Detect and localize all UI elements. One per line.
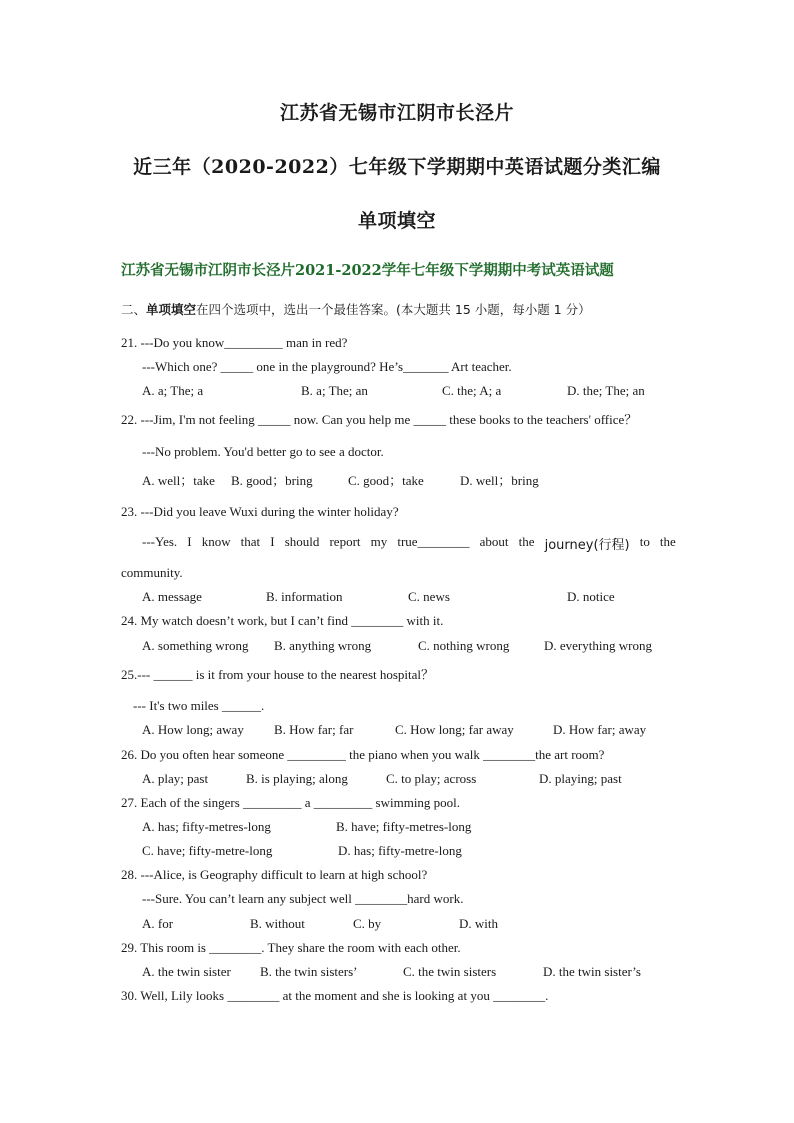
question-26-stem: 26. Do you often hear someone _________ the piano when you walk ________the art room? [121, 747, 605, 762]
option-b: B. is playing; along [246, 771, 348, 786]
option-d: D. everything wrong [544, 638, 652, 653]
option-d: D. with [459, 916, 498, 931]
option-d: D. well；bring [460, 473, 539, 488]
question-28-stem-2: ---Sure. You can’t learn any subject well ________hard work. [142, 891, 464, 906]
section-prefix: 二、 [121, 302, 147, 317]
question-23-stem-2 [142, 534, 676, 553]
question-24-stem: 24. My watch doesn’t work, but I can’t find ________ with it. [121, 613, 444, 628]
option-b: B. How far; far [274, 722, 354, 737]
option-c: C. the; A; a [442, 383, 502, 398]
option-a: A. play; past [142, 771, 209, 786]
word: should [284, 534, 320, 549]
question-28-stem: 28. ---Alice, is Geography difficult to learn at high school? [121, 867, 428, 882]
question-30-stem: 30. Well, Lily looks ________ at the moment and she is looking at you ________. [121, 988, 549, 1003]
document-subtitle: 近三年（2020-2022）七年级下学期期中英语试题分类汇编 [133, 156, 661, 178]
option-a: A. for [142, 916, 174, 931]
question-27-stem: 27. Each of the singers _________ a _________ swimming pool. [121, 795, 461, 810]
question-21-stem: 21. ---Do you know_________ man in red? [121, 335, 348, 350]
option-c: C. good；take [348, 473, 424, 488]
question-22-stem: 22. ---Jim, I'm not feeling _____ now. Can you help me _____ these books to the teachers' office？ [121, 412, 638, 427]
question-23-stem: 23. ---Did you leave Wuxi during the winter holiday? [121, 504, 399, 519]
option-b: B. without [250, 916, 305, 931]
question-29-stem: 29. This room is ________. They share the room with each other. [121, 940, 461, 955]
section-instruction [121, 302, 591, 318]
question-21-stem-2: ---Which one? _____ one in the playground? He’s_______ Art teacher. [142, 359, 512, 374]
option-a: A. message [142, 589, 202, 604]
option-a: A. the twin sister [142, 964, 231, 979]
option-d: D. How far; away [553, 722, 647, 737]
word: journey(行程) [544, 538, 630, 553]
word: ---Yes. [142, 534, 178, 549]
section-instruction-text: 在四个选项中，选出一个最佳答案。(本大题共 15 小题，每小题 1 分） [196, 302, 591, 317]
word: I [187, 534, 192, 549]
option-b: B. information [266, 589, 343, 604]
option-d: D. playing; past [539, 771, 622, 786]
option-d: D. the twin sister’s [543, 964, 641, 979]
option-a: A. a; The; a [142, 383, 204, 398]
exam-source-title: 江苏省无锡市江阴市长泾片2021-2022学年七年级下学期期中考试英语试题 [121, 262, 614, 279]
question-25-stem-2: --- It's two miles ______. [133, 698, 265, 713]
question-25-stem: 25.--- ______ is it from your house to the nearest hospital？ [121, 667, 435, 682]
section-heading: 单项填空 [357, 210, 436, 232]
option-b: B. the twin sisters’ [260, 964, 358, 979]
option-d: D. has; fifty-metre-long [338, 843, 462, 858]
question-23-stem-3: community. [121, 565, 183, 580]
option-b: B. good；bring [231, 473, 313, 488]
word: to [639, 534, 650, 549]
option-c: C. nothing wrong [418, 638, 510, 653]
word: the [518, 534, 535, 549]
word: about [479, 534, 509, 549]
document-title: 江苏省无锡市江阴市长泾片 [279, 102, 514, 124]
option-c: C. have; fifty-metre-long [142, 843, 273, 858]
option-c: C. by [353, 916, 382, 931]
word: know [201, 534, 231, 549]
option-c: C. news [408, 589, 450, 604]
option-a: A. something wrong [142, 638, 249, 653]
section-name: 单项填空 [146, 302, 197, 317]
word: my [370, 534, 388, 549]
option-c: C. to play; across [386, 771, 477, 786]
word: report [329, 534, 361, 549]
option-b: B. anything wrong [274, 638, 372, 653]
word: true________ [397, 534, 470, 549]
option-a: A. has; fifty-metres-long [142, 819, 271, 834]
option-a: A. How long; away [142, 722, 244, 737]
option-b: B. a; The; an [301, 383, 368, 398]
word: I [270, 534, 275, 549]
question-22-stem-2: ---No problem. You'd better go to see a doctor. [142, 444, 384, 459]
option-a: A. well；take [142, 473, 215, 488]
word: the [659, 534, 676, 549]
option-d: D. notice [567, 589, 615, 604]
option-c: C. the twin sisters [403, 964, 497, 979]
option-d: D. the; The; an [567, 383, 645, 398]
word: that [240, 534, 261, 549]
option-c: C. How long; far away [395, 722, 514, 737]
option-b: B. have; fifty-metres-long [336, 819, 472, 834]
